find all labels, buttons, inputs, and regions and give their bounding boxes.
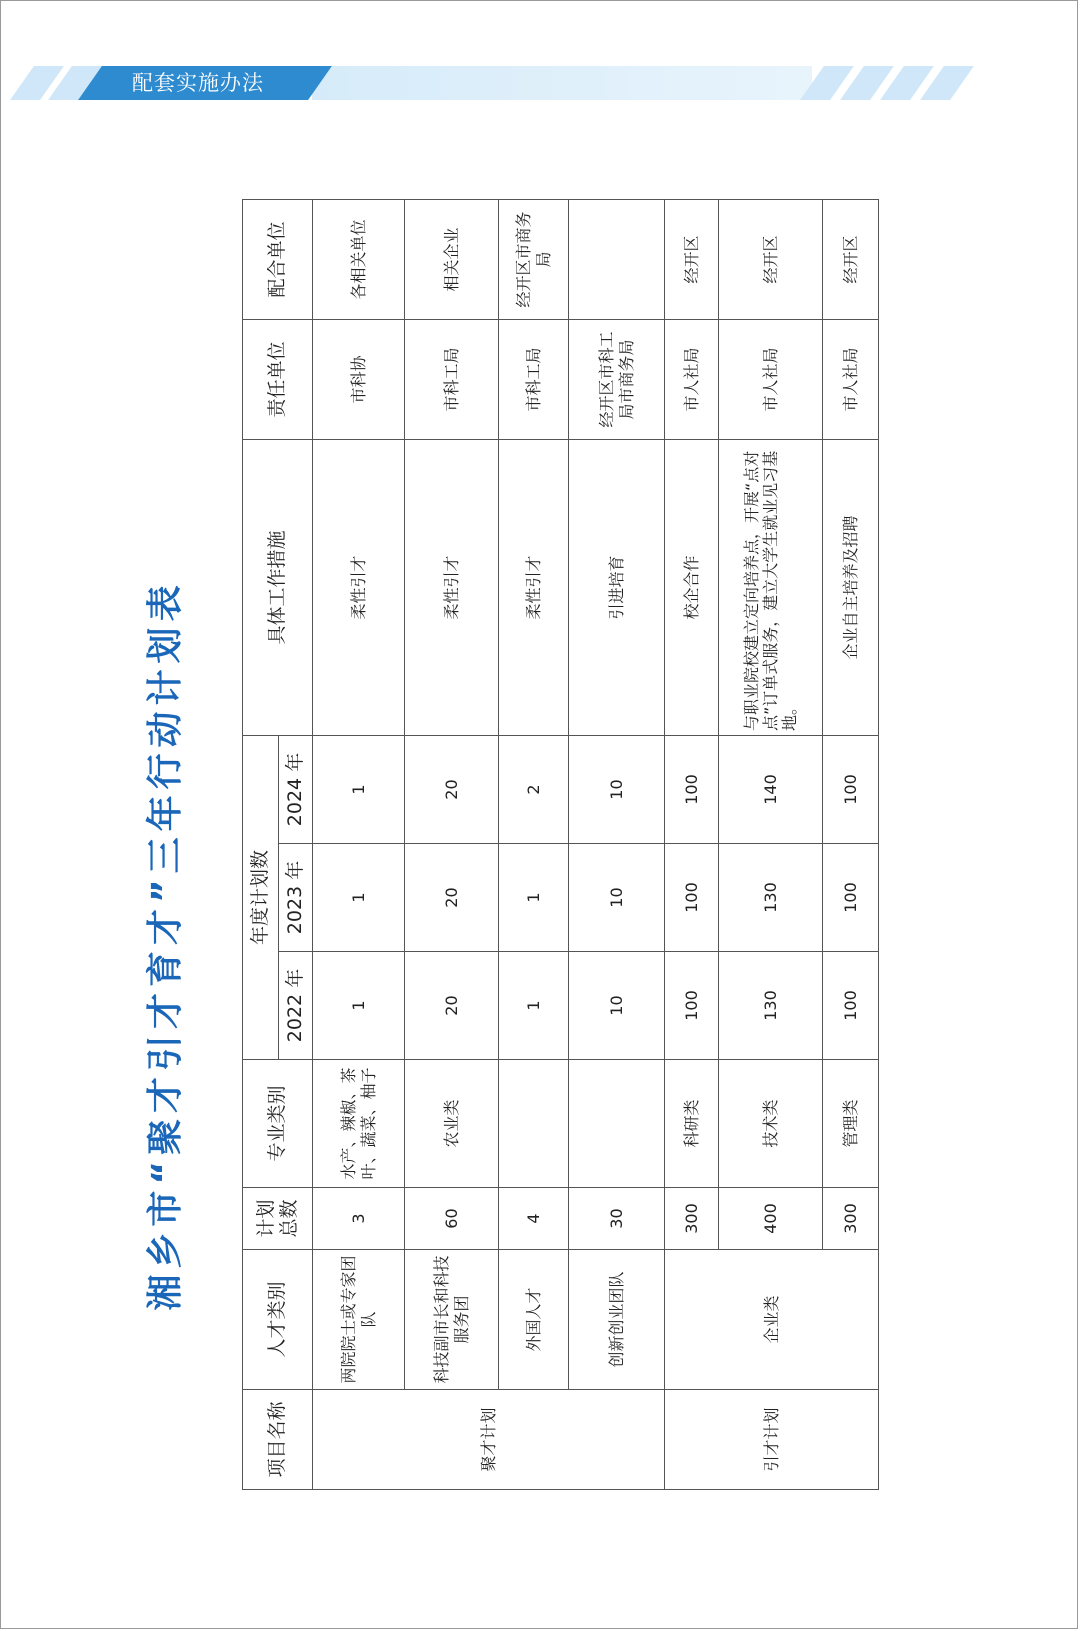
- cell-2024: 100: [823, 736, 879, 844]
- cell-responsible: 经开区市科工局市商务局: [569, 320, 665, 440]
- cell-measures: 与职业院校建立定向培养点，开展“点对点”订单式服务，建立大学生就业见习基地。: [719, 440, 823, 736]
- cell-major: 技术类: [719, 1060, 823, 1188]
- cell-major: [499, 1060, 569, 1188]
- cell-cooperating: 相关企业: [405, 200, 499, 320]
- cell-talent-type: 创新创业团队: [569, 1250, 665, 1390]
- cell-2022: 20: [405, 952, 499, 1060]
- cell-total: 300: [823, 1188, 879, 1250]
- cell-2022: 1: [313, 952, 405, 1060]
- header-plan-total: 计划总数: [243, 1188, 313, 1250]
- cell-2023: 100: [665, 844, 719, 952]
- cell-2023: 100: [823, 844, 879, 952]
- cell-cooperating: [569, 200, 665, 320]
- cell-cooperating: 经开区: [823, 200, 879, 320]
- cell-cooperating: 经开区: [665, 200, 719, 320]
- cell-measures: 柔性引才: [405, 440, 499, 736]
- cell-measures: 校企合作: [665, 440, 719, 736]
- cell-measures: 柔性引才: [499, 440, 569, 736]
- cell-2022: 100: [823, 952, 879, 1060]
- table-row: [313, 200, 405, 1490]
- cell-major: 管理类: [823, 1060, 879, 1188]
- cell-2022: 100: [665, 952, 719, 1060]
- cell-2024: 2: [499, 736, 569, 844]
- header-talent-type: 人才类别: [243, 1250, 313, 1390]
- table-row: [499, 200, 569, 1490]
- header-year-2022: 2022 年: [279, 952, 313, 1060]
- cell-2023: 20: [405, 844, 499, 952]
- group-yincai: 引才计划: [665, 1390, 879, 1490]
- cell-2024: 10: [569, 736, 665, 844]
- cell-2023: 1: [499, 844, 569, 952]
- cell-cooperating: 经开区: [719, 200, 823, 320]
- cell-2023: 10: [569, 844, 665, 952]
- cell-responsible: 市人社局: [665, 320, 719, 440]
- cell-2024: 100: [665, 736, 719, 844]
- cell-responsible: 市人社局: [823, 320, 879, 440]
- section-label: 配套实施办法: [132, 71, 264, 95]
- cell-cooperating: 经开区市商务局: [499, 200, 569, 320]
- cell-2022: 130: [719, 952, 823, 1060]
- cell-2023: 130: [719, 844, 823, 952]
- cell-major: 水产、辣椒、茶叶、蔬菜、柚子: [313, 1060, 405, 1188]
- header-responsible: 责任单位: [243, 320, 313, 440]
- cell-responsible: 市科协: [313, 320, 405, 440]
- cell-talent-type: 外国人才: [499, 1250, 569, 1390]
- cell-2024: 140: [719, 736, 823, 844]
- header-annual: 年度计划数: [243, 736, 279, 1060]
- header-banner: [12, 66, 982, 100]
- banner-band: [312, 66, 812, 100]
- table-row: [405, 200, 499, 1490]
- header-year-2023: 2023 年: [279, 844, 313, 952]
- cell-talent-type: 科技副市长和科技服务团: [405, 1250, 499, 1390]
- cell-2022: 1: [499, 952, 569, 1060]
- cell-measures: 柔性引才: [313, 440, 405, 736]
- cell-measures: 企业自主培养及招聘: [823, 440, 879, 736]
- group-enterprise: 企业类: [665, 1250, 879, 1390]
- cell-major: 科研类: [665, 1060, 719, 1188]
- cell-2022: 10: [569, 952, 665, 1060]
- cell-total: 4: [499, 1188, 569, 1250]
- cell-responsible: 市科工局: [405, 320, 499, 440]
- cell-2024: 20: [405, 736, 499, 844]
- cell-total: 60: [405, 1188, 499, 1250]
- header-cooperating: 配合单位: [243, 200, 313, 320]
- cell-measures: 引进培育: [569, 440, 665, 736]
- cell-2024: 1: [313, 736, 405, 844]
- header-row: [243, 200, 279, 1490]
- header-major: 专业类别: [243, 1060, 313, 1188]
- group-jucai: 聚才计划: [313, 1390, 665, 1490]
- header-year-2024: 2024 年: [279, 736, 313, 844]
- cell-responsible: 市人社局: [719, 320, 823, 440]
- cell-total: 400: [719, 1188, 823, 1250]
- plan-table: [242, 199, 879, 1490]
- cell-major: 农业类: [405, 1060, 499, 1188]
- cell-major: [569, 1060, 665, 1188]
- table-row: [569, 200, 665, 1490]
- cell-total: 3: [313, 1188, 405, 1250]
- header-project: 项目名称: [243, 1390, 313, 1490]
- table-row: [665, 200, 719, 1490]
- table-wrapper: [242, 199, 879, 1490]
- cell-total: 300: [665, 1188, 719, 1250]
- document-title: 湘乡市“聚才引才育才”三年行动计划表: [145, 579, 186, 1311]
- cell-total: 30: [569, 1188, 665, 1250]
- cell-responsible: 市科工局: [499, 320, 569, 440]
- rotated-content: [140, 211, 900, 1490]
- cell-cooperating: 各相关单位: [313, 200, 405, 320]
- header-measures: 具体工作措施: [243, 440, 313, 736]
- cell-talent-type: 两院院士或专家团队: [313, 1250, 405, 1390]
- cell-2023: 1: [313, 844, 405, 952]
